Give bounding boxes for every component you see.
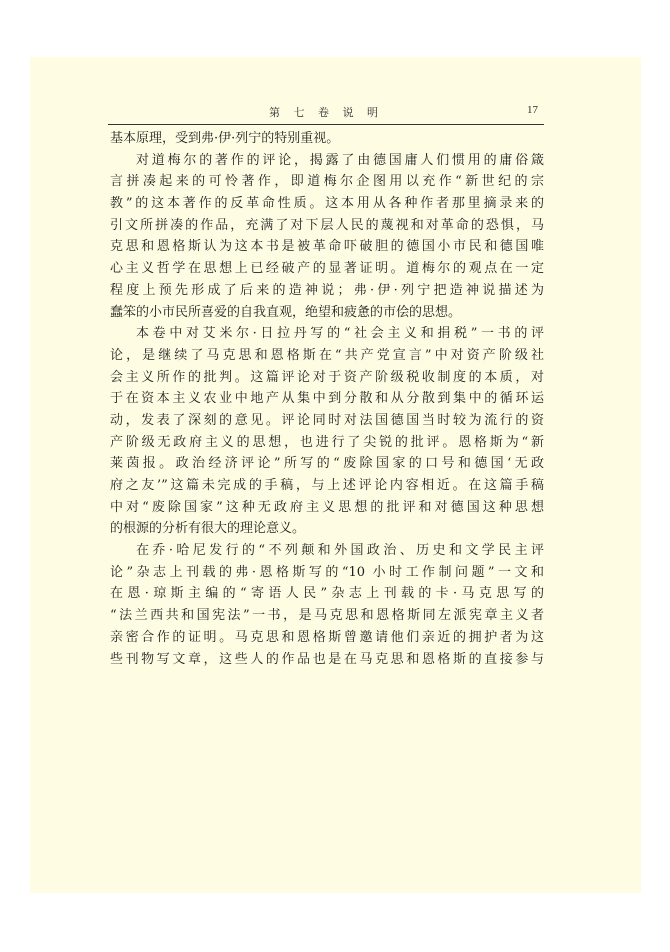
text-line: 程度上预先形成了后来的造神说；弗·伊·列宁把造神说描述为 (110, 282, 544, 298)
text-line: 在乔·哈尼发行的“不列颠和外国政治、历史和文学民主评 (136, 543, 544, 559)
paragraph (110, 150, 544, 324)
text-line: 的根源的分析有很大的理论意义。 (110, 521, 306, 537)
text-line: 会主义所作的批判。这篇评论对于资产阶级税收制度的本质，对 (110, 369, 544, 385)
body-text (110, 128, 544, 670)
text-line: 对道梅尔的著作的评论，揭露了由德国庸人们惯用的庸俗箴 (136, 152, 544, 168)
text-line: 蠢笨的小市民所喜爱的自我直观，绝望和疲惫的市侩的思想。 (110, 304, 462, 320)
text-line: 克思和恩格斯认为这本书是被革命吓破胆的德国小市民和德国唯 (110, 239, 544, 255)
page-number: 17 (527, 104, 538, 116)
text-line: 于在资本主义农业中地产从集中到分散和从分散到集中的循环运 (110, 391, 544, 407)
paragraph (110, 323, 544, 540)
text-line: 论，是继续了马克思和恩格斯在“共产党宣言”中对资产阶级社 (110, 347, 544, 363)
text-line: 亲密合作的证明。马克思和恩格斯曾邀请他们亲近的拥护者为这 (110, 629, 544, 645)
text-line: 府之友’”这篇未完成的手稿，与上述评论内容相近。在这篇手稿 (110, 478, 544, 493)
running-head (108, 104, 544, 122)
text-line: 在恩·琼斯主编的“寄语人民”杂志上刊载的卡·马克思写的 (110, 586, 544, 602)
text-line: “法兰西共和国宪法”一书，是马克思和恩格斯同左派宪章主义者 (110, 608, 544, 624)
running-title: 第 七 卷 说 明 (269, 106, 383, 119)
text-line: 教”的这本著作的反革命性质。这本用从各种作者那里摘录来的 (110, 196, 544, 212)
header-rule (108, 124, 544, 125)
text-line: 基本原理，受到弗·伊·列宁的特别重视。 (110, 131, 340, 146)
text-line: 动，发表了深刻的意见。评论同时对法国德国当时较为流行的资 (110, 412, 544, 428)
text-line: 些刊物写文章，这些人的作品也是在马克思和恩格斯的直接参与 (110, 651, 544, 667)
text-line: 中对“废除国家”这种无政府主义思想的批评和对德国这种思想 (110, 499, 544, 515)
text-line: 言拼凑起来的可怜著作，即道梅尔企图用以充作“新世纪的宗 (110, 174, 544, 190)
paragraph (110, 128, 544, 150)
text-line: 心主义哲学在思想上已经破产的显著证明。道梅尔的观点在一定 (110, 261, 544, 277)
text-line: 产阶级无政府主义的思想，也进行了尖锐的批评。恩格斯为“新 (110, 434, 544, 450)
text-line: 莱茵报。政治经济评论”所写的“废除国家的口号和德国‘无政 (110, 456, 544, 472)
paragraph (110, 540, 544, 670)
text-line: 引文所拼凑的作品，充满了对下层人民的蔑视和对革命的恐惧，马 (110, 217, 544, 233)
text-line: 论”杂志上刊载的弗·恩格斯写的“10 小时工作制问题”一文和 (110, 564, 544, 580)
text-line: 本卷中对艾米尔·日拉丹写的“社会主义和捐税”一书的评 (136, 326, 544, 342)
